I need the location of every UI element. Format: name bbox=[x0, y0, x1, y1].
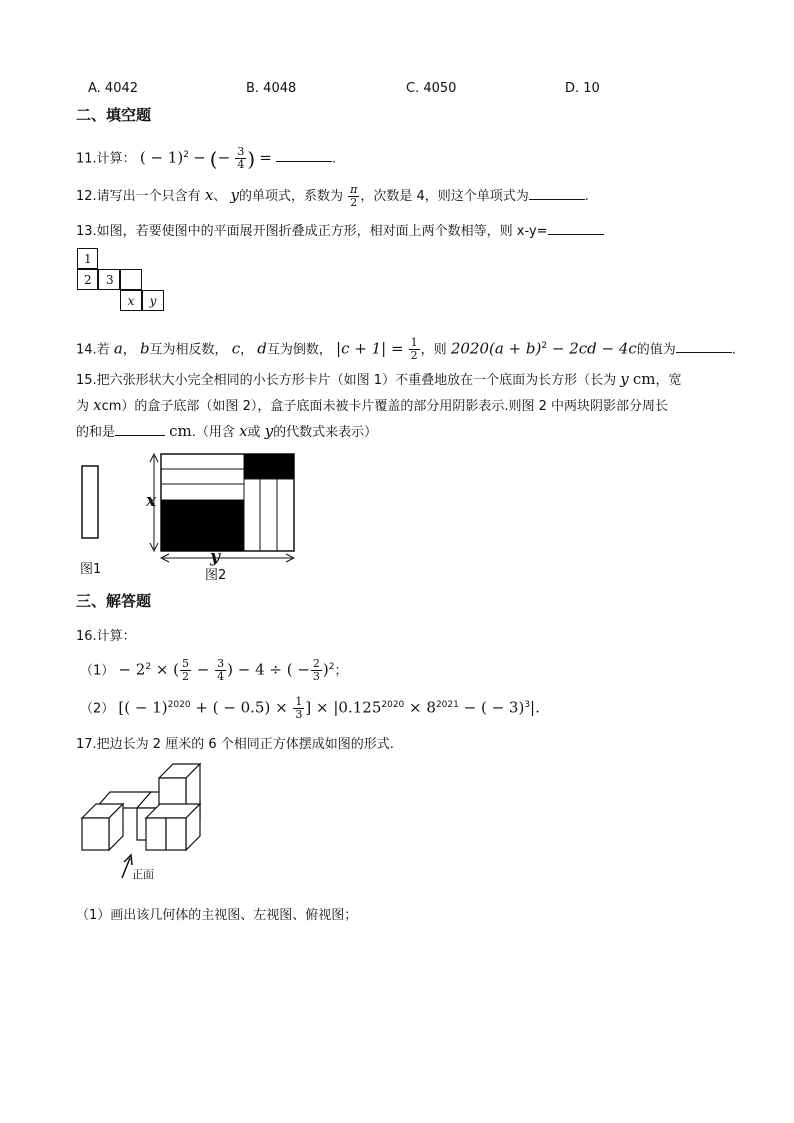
q17-cube-figure bbox=[78, 760, 214, 886]
q16-p2-e-exp: 3 bbox=[524, 700, 531, 710]
q14-abs: |c + 1| = bbox=[336, 339, 404, 358]
q14-expr2: − 2cd − 4c bbox=[547, 339, 637, 358]
q14-expr: 2020(a + b) bbox=[450, 339, 542, 358]
question-14 bbox=[76, 331, 736, 365]
q15-line3c: 或 bbox=[247, 425, 261, 440]
q15-line1y: y bbox=[620, 370, 629, 388]
q12-fraction bbox=[348, 184, 359, 209]
q13-text: 13.如图，若要使图中的平面展开图折叠成正方形，相对面上两个数相等，则 x-y= bbox=[76, 224, 548, 239]
fig1-caption: 图1 bbox=[80, 562, 102, 577]
choice-d: D. 10 bbox=[565, 81, 600, 96]
q12-text3: ，次数是 4，则这个单项式为 bbox=[360, 189, 529, 204]
q16-p1-f2-den: 4 bbox=[217, 670, 225, 684]
q16-part2 bbox=[80, 688, 540, 726]
q15-line2x: x bbox=[93, 396, 102, 414]
choice-b: B. 4048 bbox=[246, 81, 297, 96]
q15-line3y: y bbox=[264, 422, 274, 440]
q16-part1 bbox=[80, 650, 348, 688]
q16-p1-f3-num: 2 bbox=[312, 657, 320, 671]
fig2-caption: 图2 bbox=[205, 568, 227, 583]
q16-p1-b: × ( bbox=[151, 660, 180, 679]
section-fill-in-heading: 二、填空题 bbox=[76, 106, 152, 124]
question-15-line1 bbox=[76, 369, 682, 388]
q15-line2b: cm）的盒子底部（如图 2），盒子底面未被卡片覆盖的部分用阴影表示.则图 2 中两块阴影部分周长 bbox=[101, 399, 669, 414]
q12-end: . bbox=[584, 189, 589, 204]
q14-num: 1 bbox=[410, 336, 418, 350]
q15-line3cm: cm bbox=[169, 422, 192, 440]
q11-answer-blank[interactable] bbox=[276, 149, 332, 162]
q11-base: ( − 1) bbox=[139, 148, 184, 167]
q15-line1a: 15.把六张形状大小完全相同的小长方形卡片（如图 1）不重叠地放在一个底面为长方形（长为 bbox=[76, 373, 617, 388]
q16-p1-frac2 bbox=[215, 658, 226, 683]
q15-line3a: 的和是 bbox=[76, 425, 116, 440]
question-11 bbox=[76, 140, 336, 174]
net-cell-x: x bbox=[120, 290, 142, 311]
q17-part1: （1）画出该几何体的主视图、左视图、俯视图； bbox=[76, 908, 358, 923]
q11-eq: = bbox=[259, 148, 272, 167]
q11-lparen: ( bbox=[209, 146, 218, 171]
q14-text1: 14.若 bbox=[76, 342, 110, 358]
q12-sep: 、 bbox=[213, 189, 227, 204]
q11-exp: 2 bbox=[183, 150, 189, 160]
q11-minus: − bbox=[193, 148, 206, 167]
q14-fraction bbox=[409, 337, 420, 362]
cube-right-front-face-b bbox=[166, 818, 186, 850]
q14-exp: 2 bbox=[541, 341, 548, 351]
q15-answer-blank[interactable] bbox=[115, 423, 165, 436]
q15-line1b: ，宽 bbox=[655, 373, 682, 388]
q12-answer-blank[interactable] bbox=[529, 187, 585, 200]
net-cell-1: 1 bbox=[77, 248, 98, 269]
q13-answer-blank[interactable] bbox=[548, 222, 604, 235]
cube-right-front-face-a bbox=[146, 818, 166, 850]
front-label: 正面 bbox=[132, 868, 154, 881]
choice-a: A. 4042 bbox=[88, 81, 139, 96]
q16-p2-a-exp: 2020 bbox=[167, 700, 191, 710]
q11-sign: − bbox=[217, 148, 231, 167]
q16-p1-frac3 bbox=[311, 658, 322, 683]
q17-text: 17.把边长为 2 厘米的 6 个相同正方体摆成如图的形式. bbox=[76, 737, 394, 752]
q15-line3b: .（用含 bbox=[191, 425, 235, 440]
q16-p2-frac bbox=[293, 696, 304, 721]
q16-p1-frac1 bbox=[180, 658, 191, 683]
q14-text2: 互为相反数， bbox=[149, 342, 228, 358]
q11-fraction bbox=[235, 146, 246, 171]
q14-comma1: ， bbox=[122, 342, 136, 358]
q15-line3d: 的代数式来表示） bbox=[273, 425, 378, 440]
fig2-shade-top-right bbox=[244, 454, 294, 479]
cube-net-figure bbox=[77, 248, 167, 314]
q16-p1-f2-num: 3 bbox=[217, 657, 225, 671]
q16-p1-c: − bbox=[192, 660, 215, 679]
q16-p2-a: [( − 1) bbox=[118, 698, 168, 717]
q14-end: . bbox=[731, 342, 736, 358]
q15-line1cm: cm bbox=[632, 370, 656, 388]
q16-p1-a: − 2 bbox=[118, 660, 146, 679]
net-cell-blank bbox=[120, 269, 142, 290]
q16-p2-d: × 8 bbox=[404, 698, 436, 717]
q15-line3x: x bbox=[239, 422, 248, 440]
q11-num: 3 bbox=[237, 145, 245, 159]
q14-a: a bbox=[113, 339, 123, 358]
question-15-line2 bbox=[76, 395, 668, 414]
q15-line2a: 为 bbox=[76, 399, 90, 414]
q16-p1-a-exp: 2 bbox=[145, 662, 152, 672]
dim-x-label: x bbox=[146, 491, 157, 511]
q16-p2-d-exp: 2021 bbox=[435, 700, 459, 710]
q16-p2-end: |. bbox=[530, 698, 540, 717]
q14-answer-blank[interactable] bbox=[676, 340, 732, 353]
q14-text5: 的值为 bbox=[636, 342, 676, 358]
q16-p1-label: （1） bbox=[80, 663, 115, 679]
dim-y-label: y bbox=[210, 547, 220, 567]
q14-c: c bbox=[231, 339, 241, 358]
question-15-line3 bbox=[76, 421, 377, 440]
q16-p1-e: ) bbox=[322, 660, 329, 679]
section-answer-heading: 三、解答题 bbox=[76, 592, 152, 610]
q16-p2-b: + ( − 0.5) × bbox=[190, 698, 293, 717]
fig2-shade-bottom-left bbox=[161, 500, 244, 551]
q12-den: 2 bbox=[350, 196, 358, 209]
choice-c: C. 4050 bbox=[406, 81, 457, 96]
q11-end: . bbox=[331, 151, 337, 167]
q11-prefix: 11.计算： bbox=[76, 151, 136, 167]
fig1-card bbox=[82, 466, 98, 538]
q12-text2: 的单项式，系数为 bbox=[238, 189, 343, 204]
q12-num: π bbox=[350, 183, 358, 196]
q16-p1-f1-num: 5 bbox=[182, 657, 190, 671]
q16-p2-c-exp: 2020 bbox=[381, 700, 405, 710]
q14-text4: ，则 bbox=[420, 342, 447, 358]
q14-comma2: ， bbox=[240, 342, 254, 358]
q14-den: 2 bbox=[410, 349, 418, 363]
net-cell-y: y bbox=[142, 290, 164, 311]
q16-p1-end: ； bbox=[334, 663, 348, 679]
q16-p1-e-exp: 2 bbox=[328, 662, 335, 672]
q16-p1-f1-den: 2 bbox=[182, 670, 190, 684]
q11-den: 4 bbox=[237, 158, 245, 172]
q12-var-y: y bbox=[230, 186, 239, 204]
q14-text3: 互为倒数， bbox=[266, 342, 332, 358]
q15-figures bbox=[72, 452, 304, 584]
question-12 bbox=[76, 180, 589, 212]
q16-p1-d: ) − 4 ÷ ( − bbox=[227, 660, 310, 679]
cube-left-front-face bbox=[82, 818, 109, 850]
q12-var-x: x bbox=[204, 186, 214, 204]
q14-b: b bbox=[139, 339, 150, 358]
net-cell-2: 2 bbox=[77, 269, 98, 290]
q16-p2-c: ] × |0.125 bbox=[305, 698, 382, 717]
cube-top-stack-face bbox=[159, 778, 186, 806]
q16-p2-label: （2） bbox=[80, 701, 115, 717]
net-cell-3: 3 bbox=[98, 269, 120, 290]
q16-p1-f3-den: 3 bbox=[312, 670, 320, 684]
q16-title: 16.计算： bbox=[76, 629, 136, 644]
q11-rparen: ) bbox=[247, 146, 256, 171]
q14-d: d bbox=[257, 339, 267, 358]
q16-p2-f-num: 1 bbox=[295, 695, 303, 709]
q16-p2-e: − ( − 3) bbox=[458, 698, 525, 717]
q16-p2-f-den: 3 bbox=[295, 708, 303, 722]
q12-text1: 12.请写出一个只含有 bbox=[76, 189, 201, 204]
question-13 bbox=[76, 220, 604, 239]
